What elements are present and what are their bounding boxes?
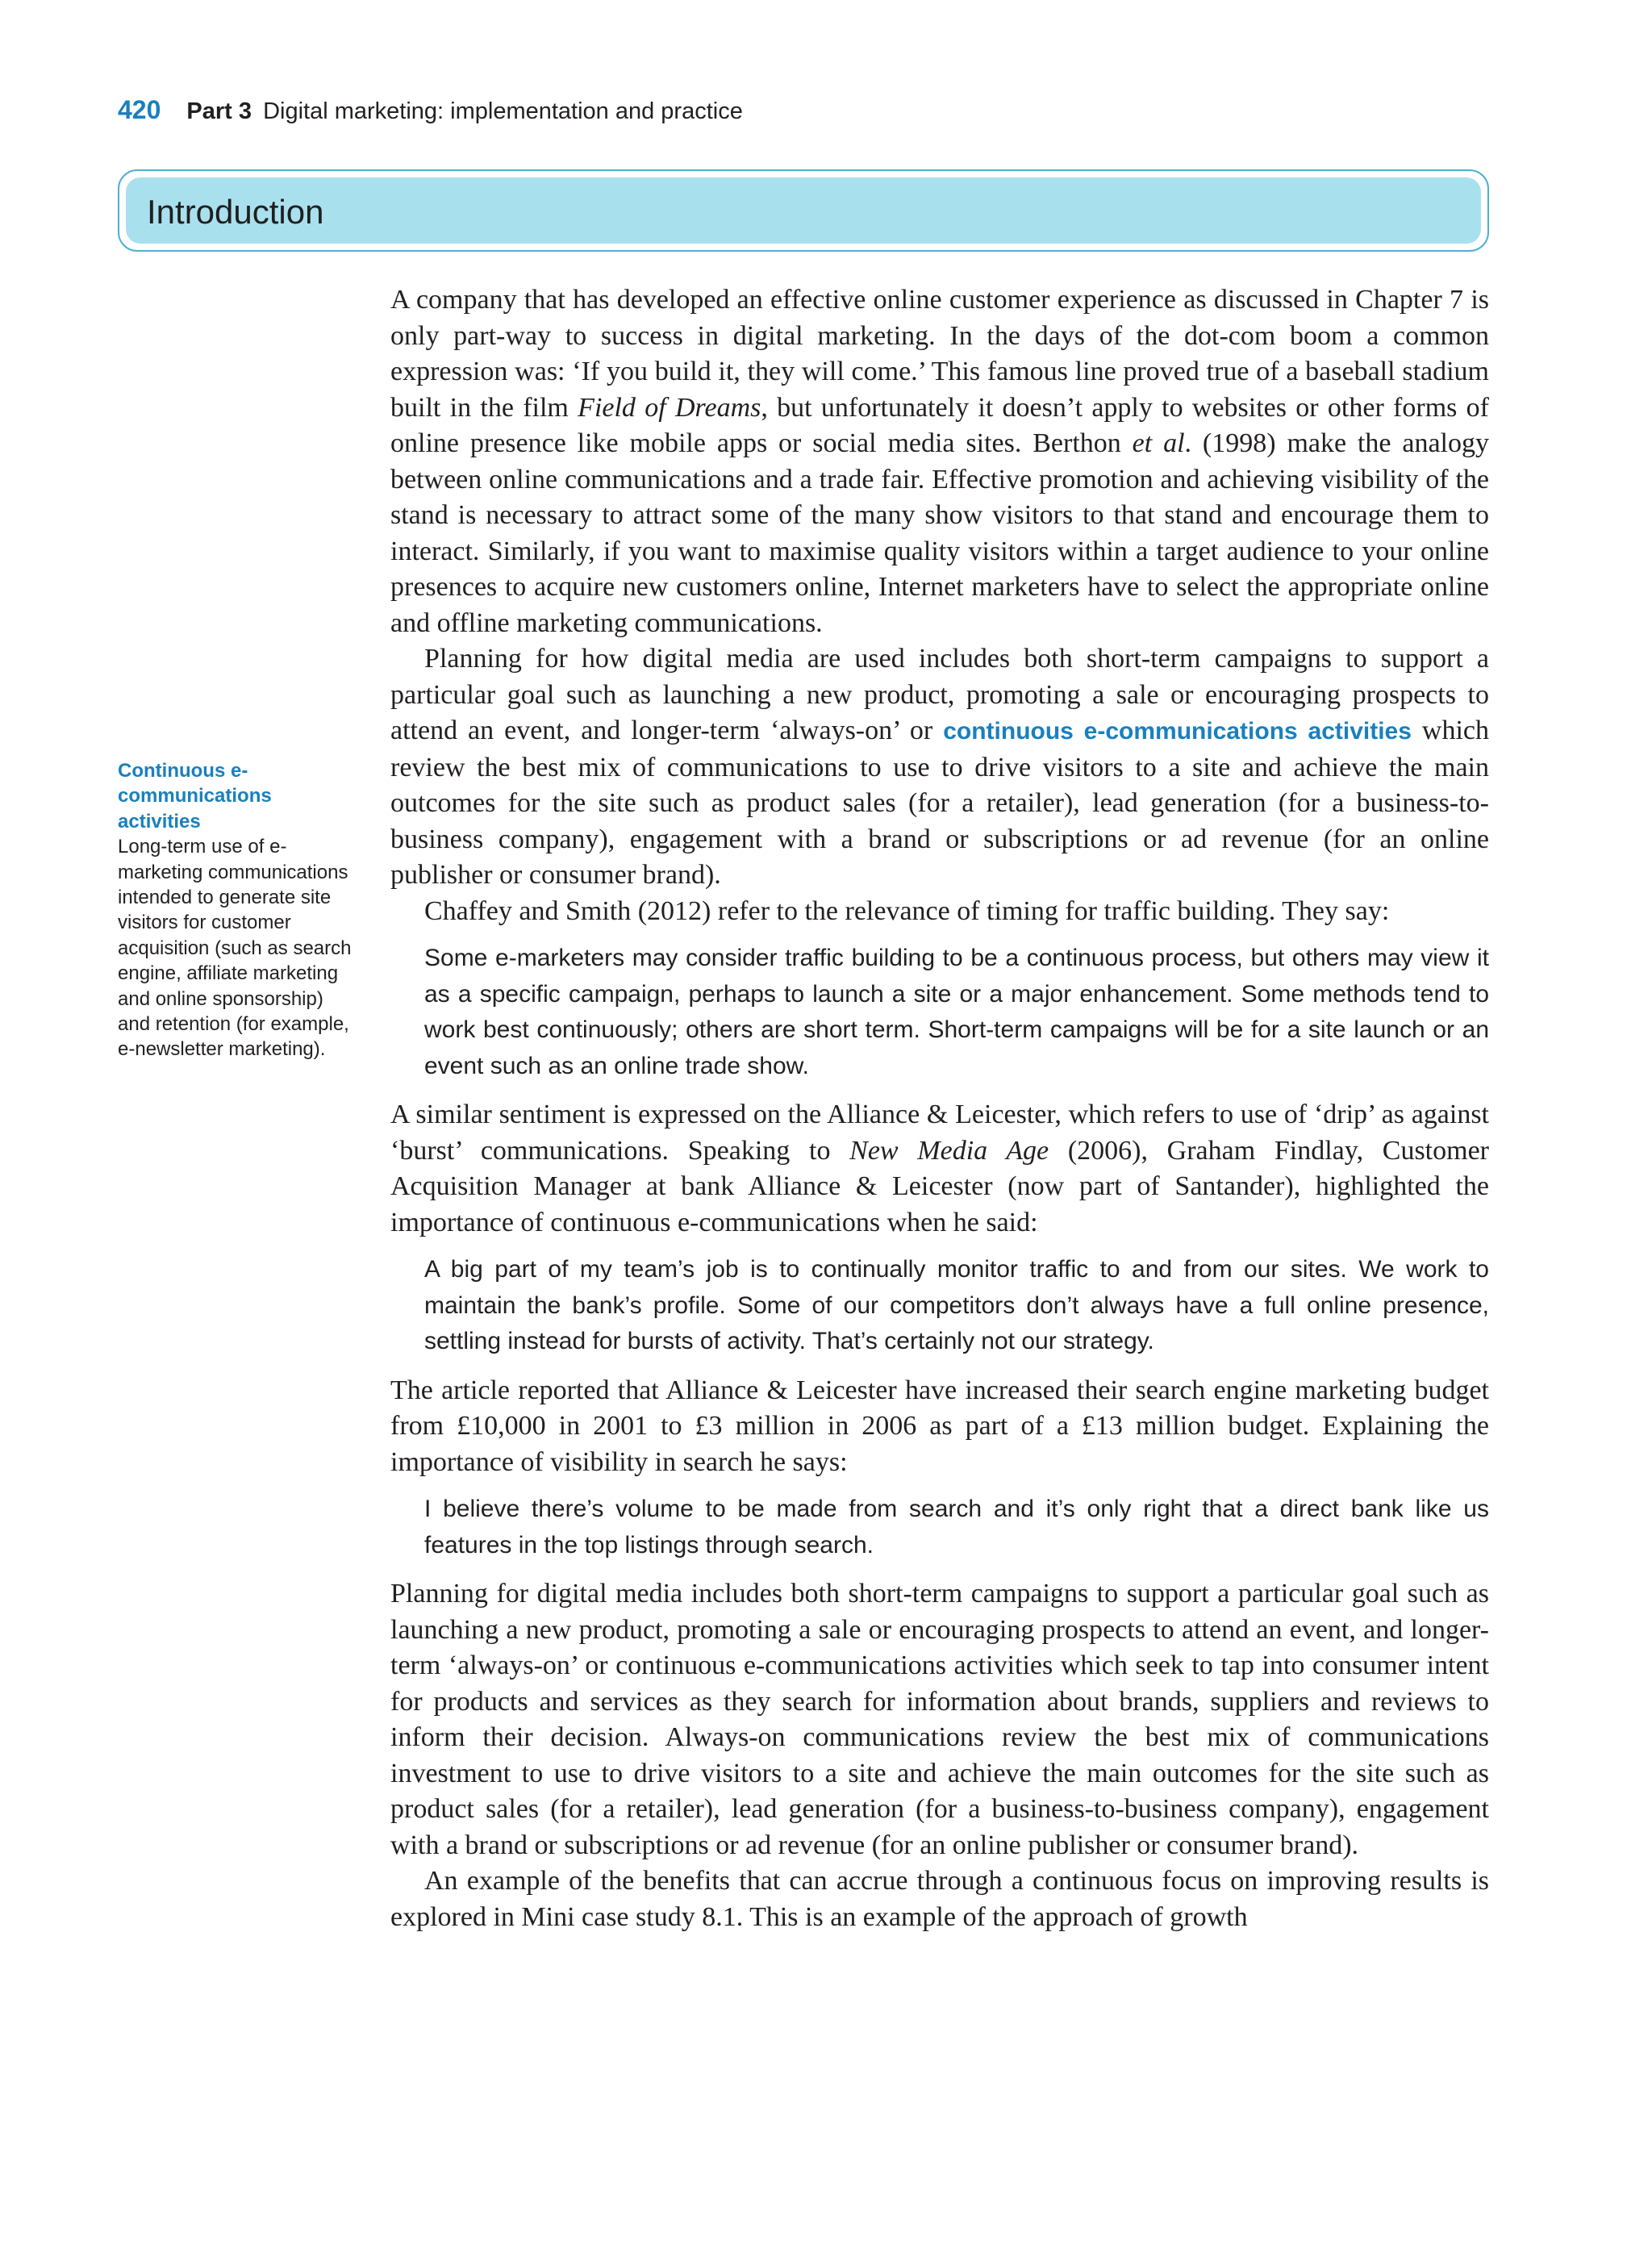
- quote-3: I believe there’s volume to be made from search and it’s only right that a direct bank like us features in the top listings through search.: [424, 1496, 1489, 1559]
- p4-text-a: A similar sentiment is expressed on the Alliance & Leicester, which refers to use of ‘drip’ as against ‘burst’ communications. Speaking to: [390, 1100, 1489, 1166]
- p4-text-b: (2006), Graham Findlay, Customer Acquisition Manager at bank Alliance & Leicester (now part of Santander), highlighted the importance of continuous e-communications when he said:: [390, 1135, 1489, 1237]
- main-text-column: [390, 282, 1489, 1935]
- p2-text-a: Planning for how digital media are used includes both short-term campaigns to support a particular goal such as launching a new product, promoting a sale or encouraging prospects to attend an event, and longer-term ‘always-on’ or: [390, 644, 1489, 745]
- margin-definition: [118, 758, 360, 1062]
- publication-title: New Media Age: [849, 1135, 1049, 1166]
- paragraph-7: An example of the benefits that can accrue through a continuous focus on improving results is explored in Mini case study 8.1. This is an example of the approach of growth: [390, 1866, 1489, 1932]
- paragraph-6: Planning for digital media includes both short-term campaigns to support a particular goal such as launching a new product, promoting a sale or encouraging prospects to attend an event, and longer-term ‘always-on’ or continuous e-communications activities which seek to tap into consumer intent for products and services as they search for information about brands, suppliers and reviews to inform their decision. Always-on communications review the best mix of communications investment to use to drive visitors to a site and achieve the main outcomes for the site such as product sales (for a retailer), lead generation (for a business-to-business company), engagement with a brand or subscriptions or ad revenue (for an online publisher or consumer brand).: [390, 1579, 1489, 1860]
- p1-text-a: A company that has developed an effective online customer experience as discussed in Chapter 7 is only part-way to success in digital marketing. In the days of the dot-com boom a common expression was: ‘If you build it, they will come.’ This famous line proved true of a baseball stadium built in the film: [390, 285, 1489, 423]
- et-al: et al: [1132, 428, 1185, 458]
- section-title: Introduction: [147, 193, 324, 231]
- paragraph-1: [390, 282, 1489, 641]
- film-title: Field of Dreams: [578, 392, 761, 423]
- paragraph-3: Chaffey and Smith (2012) refer to the relevance of timing for traffic building. They say:: [424, 895, 1390, 926]
- section-banner: [118, 169, 1489, 252]
- part-title: Digital marketing: implementation and practice: [263, 98, 743, 124]
- margin-term: Continuous e-communications activities: [118, 760, 272, 832]
- section-banner-fill: [126, 177, 1481, 244]
- quote-2: A big part of my team’s job is to continually monitor traffic to and from our sites. We work to maintain the bank’s profile. Some of our competitors don’t always have a full online presence, settling instead for bursts of activity. That’s certainly not our strategy.: [424, 1256, 1489, 1354]
- quote-1: Some e-marketers may consider traffic building to be a continuous process, but others may view it as a specific campaign, perhaps to launch a site or a major enhancement. Some methods tend to work best continuously; others are short term. Short-term campaigns will be for a site launch or an event such as an online trade show.: [424, 945, 1489, 1079]
- page-number: 420: [118, 95, 161, 124]
- p2-text-b: which review the best mix of communications to use to drive visitors to a site and achieve the main outcomes for the site such as product sales (for a retailer), lead generation (for a business-to-business company), engagement with a brand or subscriptions or ad revenue (for an online publisher or consumer brand).: [390, 716, 1490, 890]
- p1-text-c: . (1998) make the analogy between online communications and a trade fair. Effective promotion and achieving visibility of the stand is necessary to attract some of the many show visitors to that stand and encourage them to interact. Similarly, if you want to maximise quality visitors within a target audience to your online presences to acquire new customers online, Internet marketers have to select the appropriate online and offline marketing communications.: [390, 428, 1490, 638]
- key-term-highlight: continuous e-communications activities: [943, 718, 1412, 745]
- paragraph-4: [390, 1097, 1489, 1241]
- paragraph-5: The article reported that Alliance & Leicester have increased their search engine marketing budget from £10,000 in 2001 to £3 million in 2006 as part of a £13 million budget. Explaining the importance of visibility in search he says:: [390, 1375, 1489, 1477]
- running-header: [118, 90, 743, 131]
- paragraph-2: [390, 641, 1489, 894]
- margin-definition-text: Long-term use of e-marketing communications intended to generate site visitors for customer acquisition (such as search engine, affiliate marketing and online sponsorship) and retention (for example, e-newsletter marketing).: [118, 836, 352, 1061]
- part-label: Part 3: [186, 98, 252, 124]
- p1-text-b: , but unfortunately it doesn’t apply to websites or other forms of online presence like mobile apps or social media sites. Berthon: [390, 392, 1490, 458]
